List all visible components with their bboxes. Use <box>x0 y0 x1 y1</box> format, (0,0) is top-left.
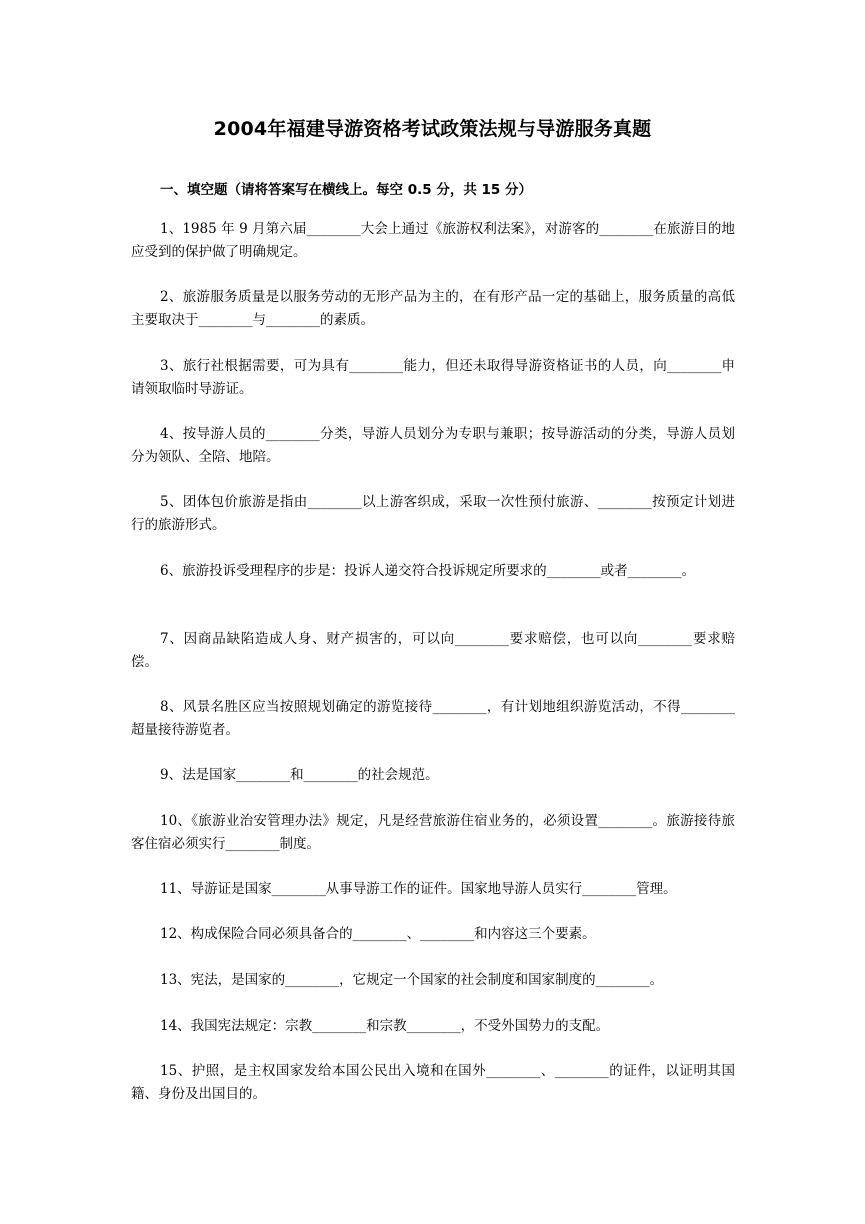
page-title: 2004年福建导游资格考试政策法规与导游服务真题 <box>213 118 652 140</box>
question-2: 2、旅游服务质量是以服务劳动的无形产品为主的，在有形产品一定的基础上，服务质量的高低主要取决于________与________的素质。 <box>131 289 735 328</box>
question-7: 7、因商品缺陷造成人身、财产损害的，可以向________要求赔偿，也可以向________要求赔偿。 <box>131 631 735 670</box>
question-4: 4、按导游人员的________分类，导游人员划分为专职与兼职；按导游活动的分类，导游人员划分为领队、全陪、地陪。 <box>131 426 735 465</box>
question-11: 11、导游证是国家________从事导游工作的证件。国家地导游人员实行________管理。 <box>160 881 677 897</box>
question-12: 12、构成保险合同必须具备合的________、________和内容这三个要素。 <box>160 926 596 942</box>
section-heading: 一、填空题（请将答案写在横线上。每空 0.5 分，共 15 分） <box>160 182 533 198</box>
question-15: 15、护照，是主权国家发给本国公民出入境和在国外________、________的证件，以证明其国籍、身份及出国目的。 <box>131 1063 735 1102</box>
question-1: 1、1985 年 9 月第六届________大会上通过《旅游权利法案》，对游客的________在旅游目的地应受到的保护做了明确规定。 <box>131 221 735 260</box>
question-3: 3、旅行社根据需要，可为具有________能力，但还未取得导游资格证书的人员，向________申请领取临时导游证。 <box>131 358 735 397</box>
question-8: 8、风景名胜区应当按照规划确定的游览接待________，有计划地组织游览活动，不得________超量接待游览者。 <box>131 699 735 738</box>
question-14: 14、我国宪法规定：宗教________和宗教________，不受外国势力的支配。 <box>160 1018 610 1034</box>
question-13: 13、宪法，是国家的________，它规定一个国家的社会制度和国家制度的________。 <box>160 972 664 988</box>
question-6: 6、旅游投诉受理程序的步是：投诉人递交符合投诉规定所要求的________或者________。 <box>160 563 696 579</box>
question-10: 10、《旅游业治安管理办法》规定，凡是经营旅游住宿业务的，必须设置________。旅游接待旅客住宿必须实行________制度。 <box>131 813 735 852</box>
question-9: 9、法是国家________和________的社会规范。 <box>160 767 439 783</box>
question-5: 5、团体包价旅游是指由________以上游客织成，采取一次性预付旅游、________按预定计划进行的旅游形式。 <box>131 494 735 533</box>
